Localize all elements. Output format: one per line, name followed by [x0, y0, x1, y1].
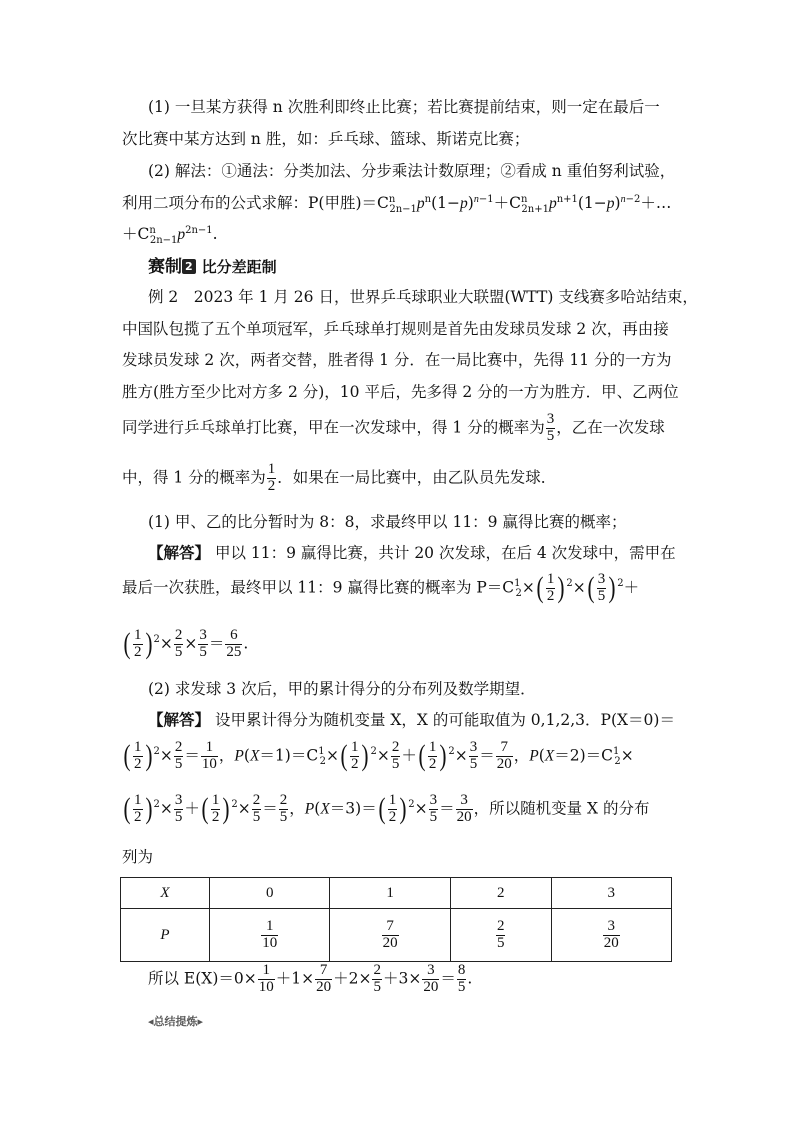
- example-p4: 胜方(胜方至少比对方多 2 分)，10 平后，先多得 2 分的一方为胜方．甲、乙两位: [122, 383, 679, 401]
- table-cell: $\frac{7}{20}$: [330, 909, 450, 962]
- q2-answer-line4: 列为: [122, 848, 154, 866]
- summary-label: ◂总结提炼▸: [148, 1015, 204, 1028]
- example-p6: 中，得 1 分的概率为 $\frac{1}{2}$ ．如果在一局比赛中，由乙队员先发球．: [122, 461, 557, 494]
- table-row: [121, 878, 672, 909]
- section-tag: 赛制: [148, 257, 182, 277]
- item2-line2: 利用二项分布的公式求解：P(甲胜)$=C^n_{2n-1}p^n(1-p)^{n-1}+C^n_{2n+1}p^{n+1}(1-p)^{n-2}+\dots$: [122, 194, 672, 216]
- example-p2: 中国队包揽了五个单项冠军，乒乓球单打规则是首先由发球员发球 2 次，再由接: [122, 320, 669, 338]
- answer-label: 【解答】: [148, 544, 211, 562]
- table-cell: P: [121, 909, 210, 962]
- item1-line2: 次比赛中某方达到 n 胜，如：乒乓球、篮球、斯诺克比赛；: [122, 130, 530, 148]
- q1-answer-line3: ( $\frac{1}{2}$ ) $^2$× $\frac{2}{5}$ × $\frac{3}{5}$ ＝ $\frac{6}{25}$ .: [123, 627, 249, 661]
- item1-line1: (1) 一旦某方获得 n 次胜利即终止比赛；若比赛提前结束，则一定在最后一: [148, 98, 660, 116]
- q1-text: (1) 甲、乙的比分暂时为 8：8，求最终甲以 11：9 赢得比赛的概率；: [148, 513, 627, 531]
- table-cell: X: [121, 878, 210, 909]
- example-p3: 发球员发球 2 次，两者交替，胜者得 1 分．在一局比赛中，先得 11 分的一方为: [122, 351, 672, 369]
- table-cell: 1: [330, 878, 450, 909]
- table-row: [121, 909, 672, 962]
- q2-answer-line1: 【解答】 设甲累计得分为随机变量 X，X 的可能取值为 0,1,2,3．P(X＝0)＝: [148, 711, 675, 729]
- q1-answer-line2: 最后一次获胜，最终甲以 11：9 赢得比赛的概率为 $P=C^1_2\times$( $\frac{1}{2}$ ) $^2$×( $\frac{3}{5}$ ) $^2$＋: [122, 571, 640, 605]
- table-cell: $\frac{1}{10}$: [209, 909, 329, 962]
- distribution-table: [120, 877, 672, 962]
- table-cell: $\frac{3}{20}$: [551, 909, 671, 962]
- table-cell: 0: [209, 878, 329, 909]
- q2-text: (2) 求发球 3 次后，甲的累计得分的分布列及数学期望．: [148, 680, 536, 698]
- table-cell: 2: [450, 878, 551, 909]
- section-title: 比分差距制: [201, 258, 277, 276]
- answer-label: 【解答】: [148, 711, 211, 729]
- table-cell: $\frac{2}{5}$: [450, 909, 551, 962]
- q1-answer-line1: 【解答】 甲以 11：9 赢得比赛，共计 20 次发球，在后 4 次发球中，需甲在: [148, 544, 676, 562]
- table-cell: 3: [551, 878, 671, 909]
- example-p5: 同学进行乒乓球单打比赛，甲在一次发球中，得 1 分的概率为 $\frac{3}{5}$ ，乙在一次发球: [122, 411, 665, 444]
- q2-answer-line3: ( $\frac{1}{2}$ ) $^2$× $\frac{3}{5}$ ＋( $\frac{1}{2}$ ) $^2$× $\frac{2}{5}$ ＝ $\frac{2}{5}$ ，P(X＝3)＝( $\frac{1}{2}$ ) $^2$× $\frac{3}{5}$ ＝ $\frac{3}{20}$ ，所以随机变量 X 的分布: [123, 792, 650, 826]
- item2-line1: (2) 解法：①通法：分类加法、分步乘法计数原理；②看成 n 重伯努利试验，: [148, 162, 676, 180]
- example-p1: 例 2 2023 年 1 月 26 日，世界乒乓球职业大联盟(WTT) 支线赛多哈站结束，: [148, 288, 698, 306]
- q2-answer-line2: ( $\frac{1}{2}$ ) $^2$× $\frac{2}{5}$ ＝ $\frac{1}{10}$ ，$P(X=1)=C^1_2\times$( $\frac{1}{2}$ ) $^2$× $\frac{2}{5}$ ＋( $\frac{1}{2}$ ) $^2$× $\frac{3}{5}$ ＝ $\frac{7}{20}$ ，$P(X=2)=C^1_2\times$: [123, 739, 634, 773]
- item2-line3: $+C^n_{2n-1}p^{2n-1}$.: [122, 225, 218, 247]
- section-number: 2: [182, 259, 196, 274]
- expectation-line: 所以 E(X)＝0× $\frac{1}{10}$ ＋1× $\frac{7}{20}$ ＋2× $\frac{2}{5}$ ＋3× $\frac{3}{20}$ ＝ $\frac{8}{5}$ .: [148, 962, 473, 995]
- section-heading: [148, 252, 277, 277]
